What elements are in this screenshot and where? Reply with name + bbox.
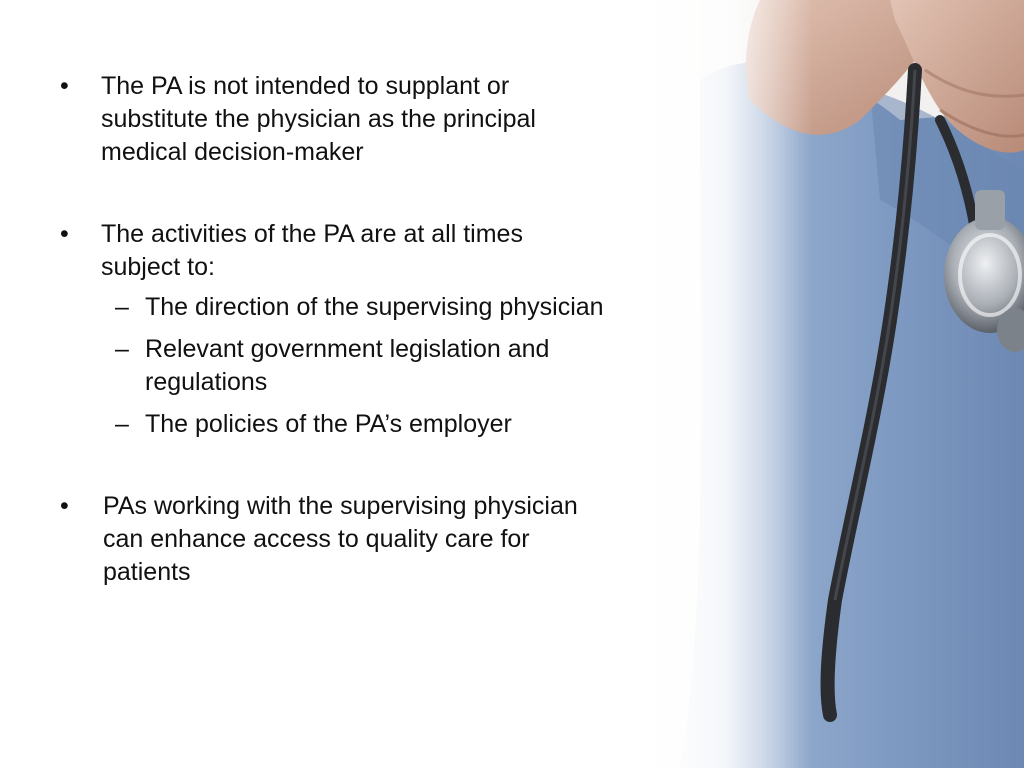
bullet-item-1 xyxy=(58,70,698,169)
bullet-list xyxy=(58,70,698,638)
bullet-item-2 xyxy=(58,218,698,441)
bullet-text-line: can enhance access to quality care for xyxy=(103,525,530,553)
sub-bullet-item-1 xyxy=(101,291,698,324)
bullet-text-line: PAs working with the supervising physician xyxy=(103,492,578,520)
bullet-text-line: The activities of the PA are at all times xyxy=(101,220,523,248)
bullet-text-line: patients xyxy=(103,558,191,586)
bullet-text-line: subject to: xyxy=(101,253,215,281)
sub-bullet-item-2 xyxy=(101,333,698,399)
bullet-marker: • xyxy=(60,220,69,248)
sub-bullet-list xyxy=(101,291,698,441)
sub-bullet-text-line: Relevant government legislation and xyxy=(145,335,550,363)
dash-marker: – xyxy=(115,410,129,438)
dash-marker: – xyxy=(115,293,129,321)
bullet-text-line: medical decision-maker xyxy=(101,138,364,166)
bullet-marker: • xyxy=(60,72,69,100)
sub-bullet-text-line: regulations xyxy=(145,368,268,396)
bullet-text-line: The PA is not intended to supplant or xyxy=(101,72,510,100)
sub-bullet-item-3 xyxy=(101,408,698,441)
bullet-text-line: substitute the physician as the principal xyxy=(101,105,536,133)
sub-bullet-text-line: The policies of the PA’s employer xyxy=(145,410,512,438)
sub-bullet-text-line: The direction of the supervising physician xyxy=(145,293,604,321)
dash-marker: – xyxy=(115,335,129,363)
bullet-marker: • xyxy=(60,492,69,520)
bullet-item-3 xyxy=(58,490,698,589)
